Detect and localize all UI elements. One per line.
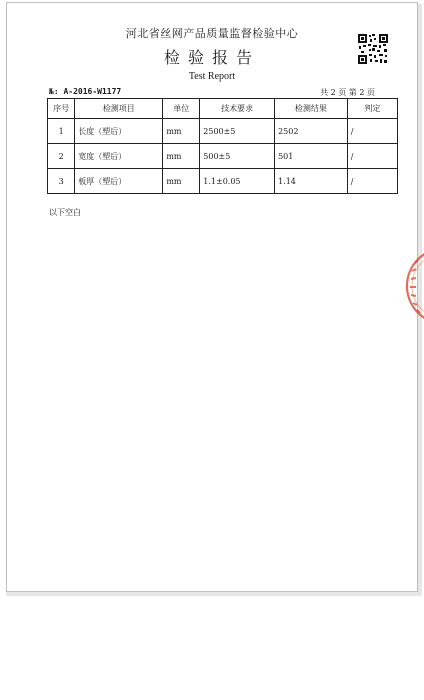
cell-requirement: 2500±5	[200, 119, 275, 144]
cell-item: 板厚（塑后）	[75, 169, 163, 194]
partial-seal-stamp	[403, 241, 424, 331]
col-header-unit: 单位	[163, 99, 200, 119]
cell-seq: 3	[48, 169, 75, 194]
blank-below-note: 以下空白	[49, 208, 81, 217]
col-header-judgement: 判定	[347, 99, 397, 119]
table-row	[48, 119, 398, 144]
report-title: 检验报告	[163, 48, 260, 67]
report-page	[6, 2, 418, 592]
cell-requirement: 1.1±0.05	[200, 169, 275, 194]
report-subtitle: Test Report	[188, 71, 236, 82]
col-header-requirement: 技术要求	[200, 99, 275, 119]
cell-result: 1.14	[275, 169, 348, 194]
cell-result: 501	[275, 144, 348, 169]
col-header-result: 检测结果	[275, 99, 348, 119]
cell-judgement: /	[347, 119, 397, 144]
report-number: №: A-2016-W1177	[49, 87, 122, 96]
col-header-item: 检测项目	[75, 99, 163, 119]
cell-requirement: 500±5	[200, 144, 275, 169]
cell-item: 宽度（塑后）	[75, 144, 163, 169]
cell-judgement: /	[347, 144, 397, 169]
cell-unit: mm	[163, 144, 200, 169]
cell-seq: 1	[48, 119, 75, 144]
table-row	[48, 144, 398, 169]
organization-name: 河北省丝网产品质量监督检验中心	[125, 27, 299, 40]
table-header-row	[48, 99, 398, 119]
page-count: 共 2 页 第 2 页	[320, 88, 375, 97]
cell-seq: 2	[48, 144, 75, 169]
cell-unit: mm	[163, 169, 200, 194]
cell-item: 长度（塑后）	[75, 119, 163, 144]
cell-unit: mm	[163, 119, 200, 144]
col-header-seq: 序号	[48, 99, 75, 119]
cell-judgement: /	[347, 169, 397, 194]
cell-result: 2502	[275, 119, 348, 144]
results-table	[47, 98, 398, 194]
table-row	[48, 169, 398, 194]
